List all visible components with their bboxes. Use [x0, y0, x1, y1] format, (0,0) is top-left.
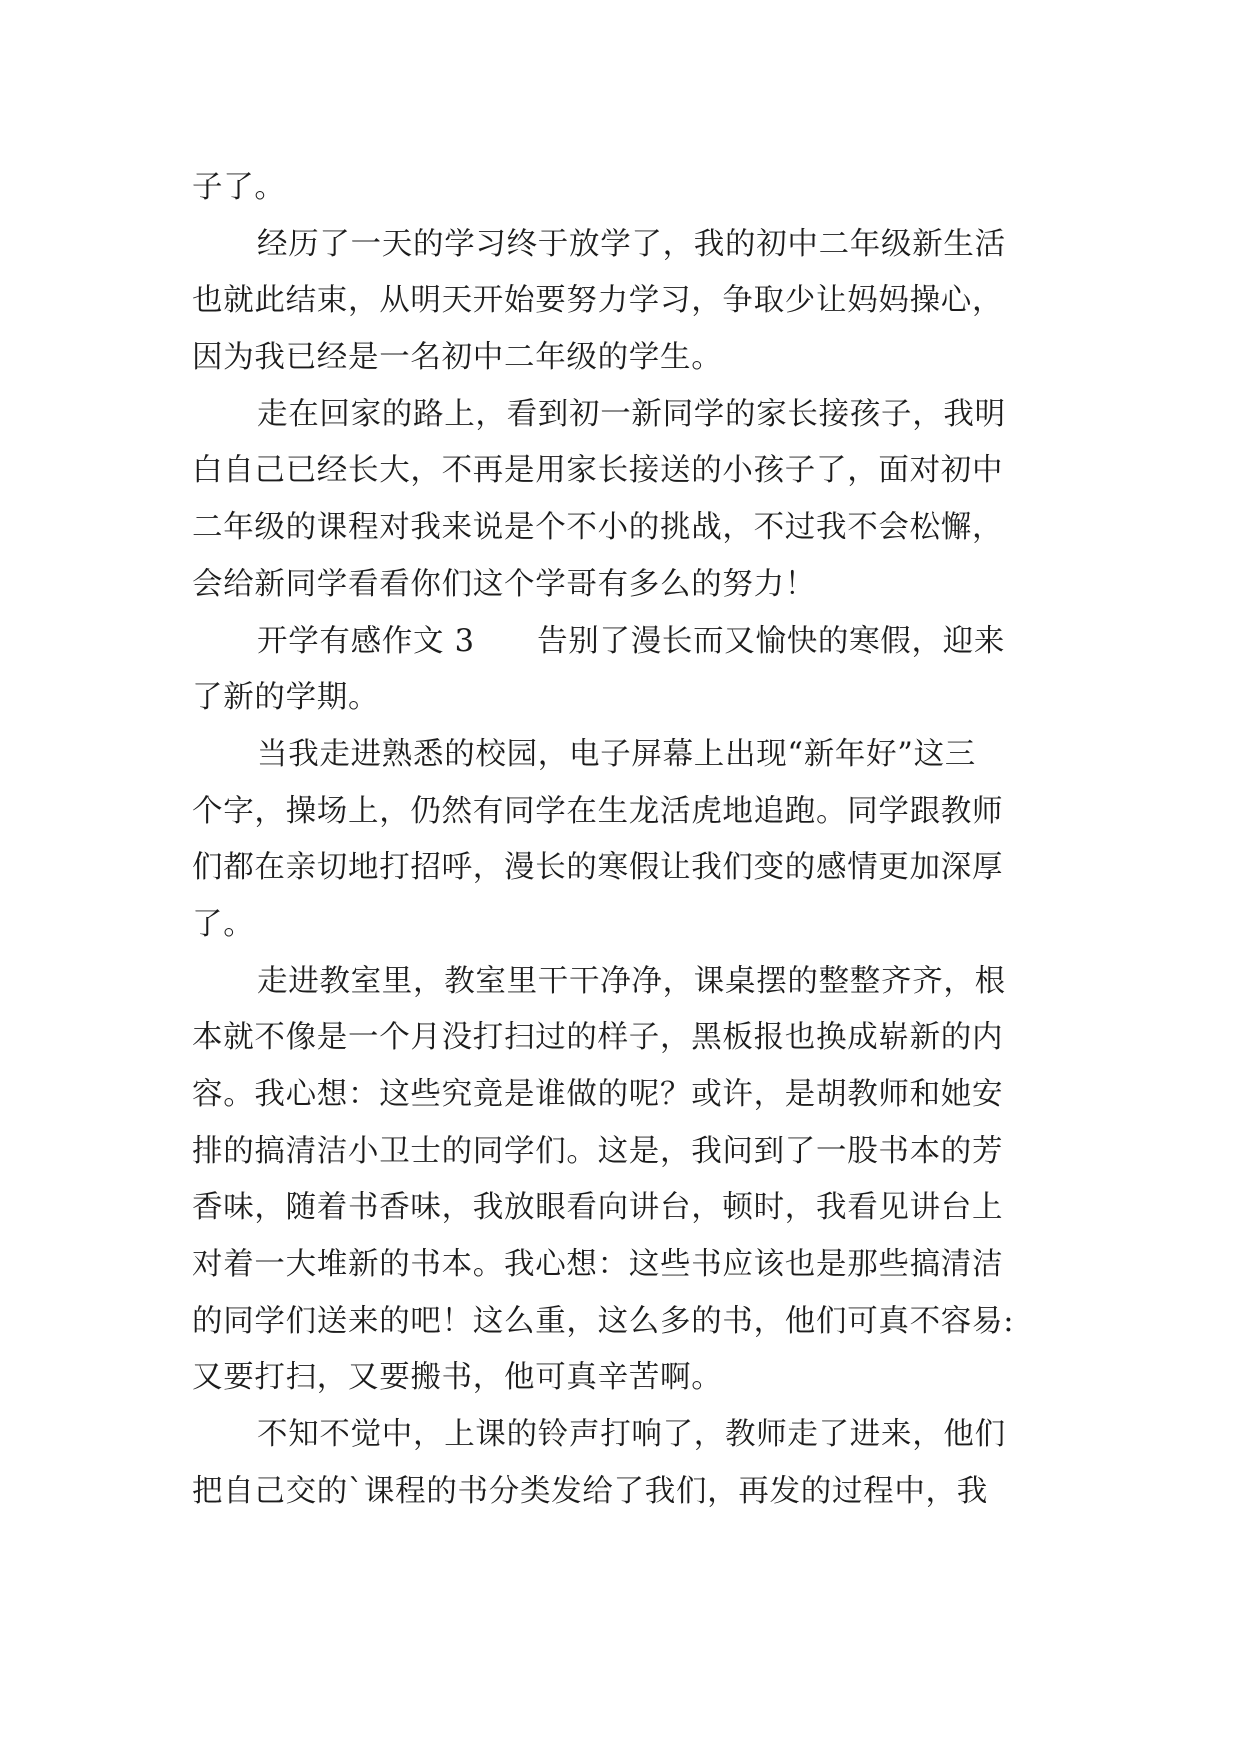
text-line: 了新的学期。	[192, 680, 380, 716]
document-body	[192, 160, 1072, 1521]
text-line: 们都在亲切地打招呼，漫长的寒假让我们变的感情更加深厚	[192, 850, 1004, 886]
text-line: 的同学们送来的吧！这么重，这么多的书，他们可真不容易:	[192, 1303, 1015, 1339]
text-line: 个字，操场上，仍然有同学在生龙活虎地追跑。同学跟教师	[192, 793, 1004, 829]
text-line: 也就此结束，从明天开始要努力学习，争取少让妈妈操心，	[192, 283, 1004, 319]
text-line: 了。	[192, 906, 255, 942]
text-line: 当我走进熟悉的校园，电子屏幕上出现“新年好”这三	[257, 736, 976, 772]
text-line: 开学有感作文 3 告别了漫长而又愉快的寒假，迎来	[257, 623, 1006, 659]
text-line: 子了。	[192, 170, 286, 205]
text-line: 香味，随着书香味，我放眼看向讲台，顿时，我看见讲台上	[192, 1190, 1004, 1226]
text-line: 容。我心想：这些究竟是谁做的呢？或许，是胡教师和她安	[192, 1077, 1004, 1112]
text-line: 不知不觉中，上课的铃声打响了，教师走了进来，他们	[257, 1417, 1006, 1453]
text-line: 会给新同学看看你们这个学哥有多么的努力！	[192, 566, 816, 602]
text-line: 因为我已经是一名初中二年级的学生。	[192, 340, 723, 376]
text-line: 排的搞清洁小卫士的同学们。这是，我问到了一股书本的芳	[192, 1133, 1004, 1169]
text-line: 经历了一天的学习终于放学了，我的初中二年级新生活	[257, 226, 1006, 262]
text-line: 本就不像是一个月没打扫过的样子，黑板报也换成崭新的内	[192, 1020, 1004, 1056]
text-line: 对着一大堆新的书本。我心想：这些书应该也是那些搞清洁	[192, 1247, 1004, 1283]
text-line: 二年级的课程对我来说是个不小的挑战，不过我不会松懈，	[192, 510, 1004, 546]
text-line: 又要打扫，又要搬书，他可真辛苦啊。	[192, 1360, 723, 1396]
text-line: 白自己已经长大，不再是用家长接送的小孩子了，面对初中	[192, 453, 1004, 489]
text-line: 走在回家的路上，看到初一新同学的家长接孩子，我明	[257, 396, 1006, 432]
text-line: 把自己交的`课程的书分类发给了我们，再发的过程中，我	[192, 1473, 988, 1509]
text-line: 走进教室里，教室里干干净净，课桌摆的整整齐齐，根	[257, 963, 1006, 999]
